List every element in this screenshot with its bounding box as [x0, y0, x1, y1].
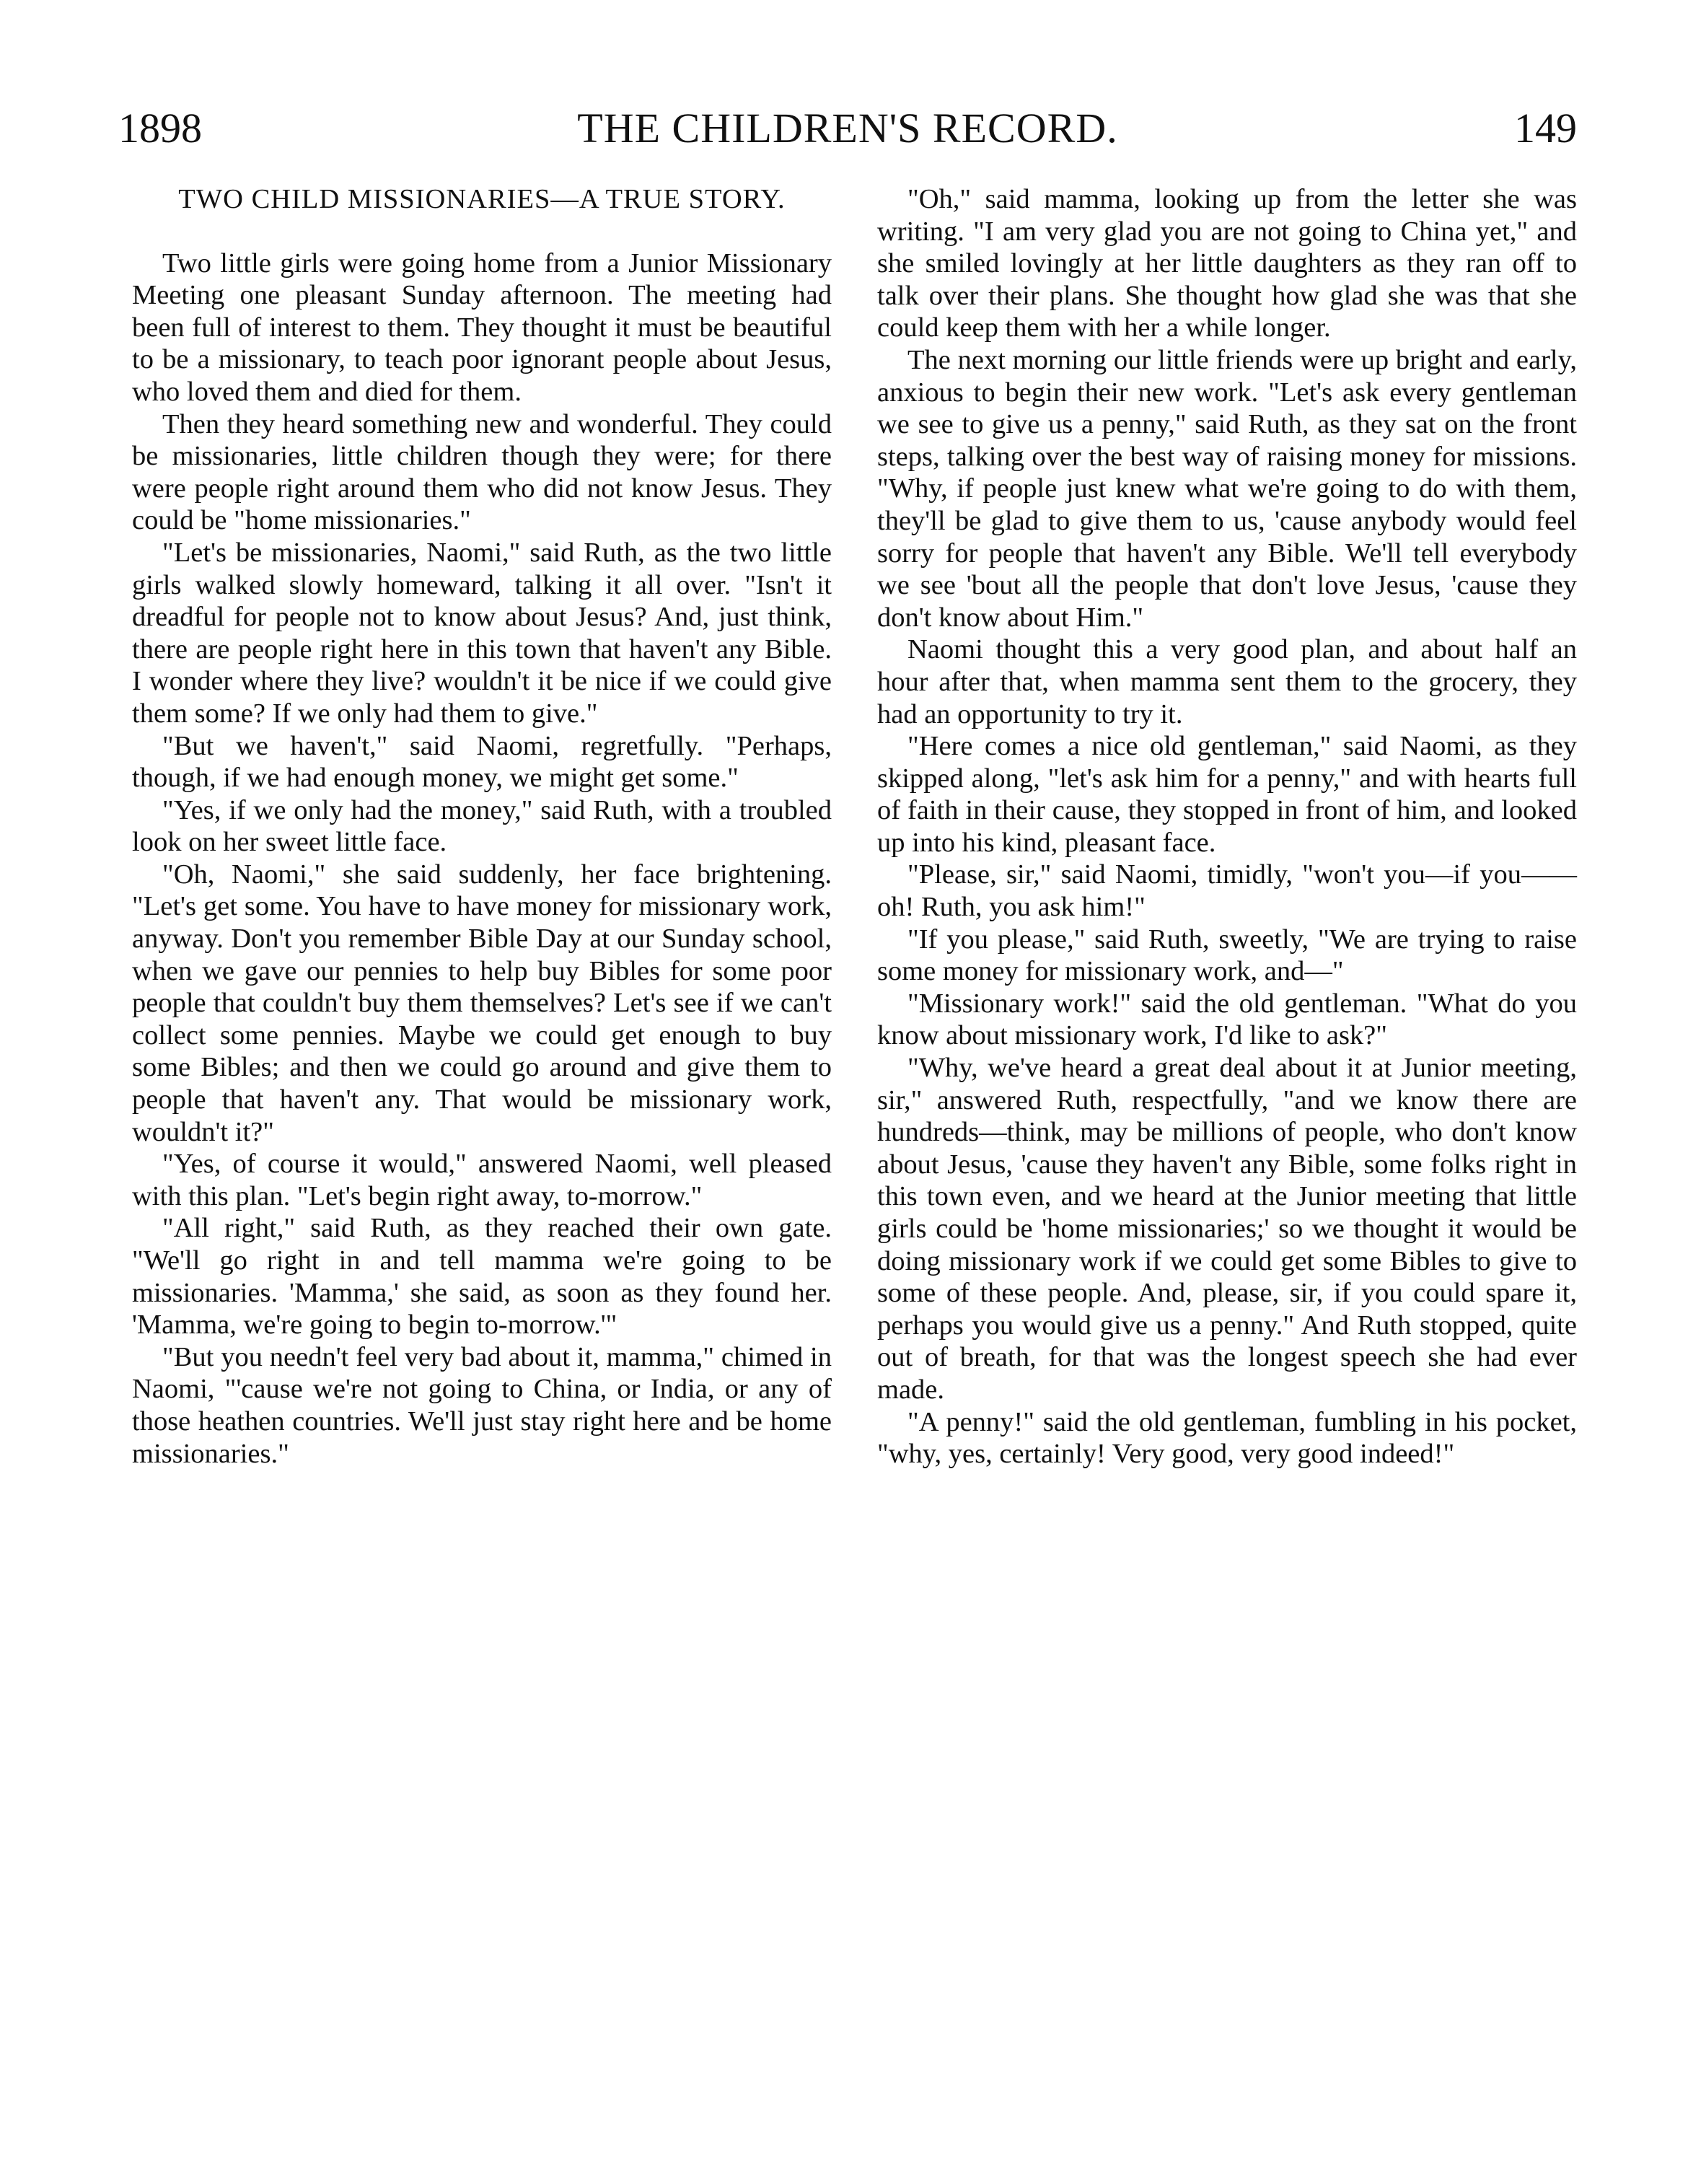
paragraph: Two little girls were going home from a Junior Missionary Meeting one pleasant Sunday afternoon. The meeting had been full of interest to them. They thought it must be beautiful to be a missionary, to teach poor ignorant people about Jesus, who loved them and died for them. [132, 247, 832, 407]
article-title: TWO CHILD MISSIONARIES—A TRUE STORY. [178, 184, 786, 214]
paragraph: "But you needn't feel very bad about it, mamma," chimed in Naomi, "'cause we're not going to China, or India, or any of those heathen countries. We'll just stay right here and be home missionaries." [132, 1341, 832, 1469]
publication-title: THE CHILDREN'S RECORD. [577, 105, 1118, 152]
paragraph: "Why, we've heard a great deal about it at Junior meeting, sir," answered Ruth, respectfully, "and we know there are hundreds—think, may be millions of people, who don't know about Jesus, 'cause they haven't any Bible, some folks right in this town even, and we heard at the Junior meeting that little girls could be 'home missionaries;' so we thought it would be doing missionary work if we could get some Bibles to give to some of these people. And, please, sir, if you could spare it, perhaps you would give us a penny." And Ruth stopped, quite out of breath, for that was the longest speech she had ever made. [877, 1053, 1577, 1405]
header-year: 1898 [118, 105, 202, 152]
paragraph: "Oh, Naomi," she said suddenly, her face brightening. "Let's get some. You have to have money for missionary work, anyway. Don't you remember Bible Day at our Sunday school, when we gave our pennies to help buy Bibles for some poor people that couldn't buy them themselves? Let's see if we can't collect some pennies. Maybe we could get enough to buy some Bibles; and then we could go around and give them to people that haven't any. That would be missionary work, wouldn't it?" [132, 859, 832, 1147]
right-column [877, 183, 1577, 1470]
paragraph: "Please, sir," said Naomi, timidly, "won't you—if you——oh! Ruth, you ask him!" [877, 859, 1577, 923]
paragraph: "All right," said Ruth, as they reached their own gate. "We'll go right in and tell mamma we're going to be missionaries. 'Mamma,' she said, as soon as they found her. 'Mamma, we're going to begin to-morrow.'" [132, 1213, 832, 1341]
paragraph: "A penny!" said the old gentleman, fumbling in his pocket, "why, yes, certainly! Very good, very good indeed!" [877, 1406, 1577, 1470]
paragraph: "Missionary work!" said the old gentleman. "What do you know about missionary work, I'd like to ask?" [877, 988, 1577, 1051]
paragraph: "Let's be missionaries, Naomi," said Ruth, as the two little girls walked slowly homeward, talking it all over. "Isn't it dreadful for people not to know about Jesus? And, just think, there are people right here in this town that haven't any Bible. I wonder where they live? wouldn't it be nice if we could give them some? If we only had them to give." [132, 537, 832, 729]
paragraph: "Yes, of course it would," answered Naomi, well pleased with this plan. "Let's begin right away, to-morrow." [132, 1149, 832, 1211]
paragraph: Then they heard something new and wonderful. They could be missionaries, little children though they were; for there were people right around them who did not know Jesus. They could be "home missionaries." [132, 408, 832, 536]
paragraph: "Here comes a nice old gentleman," said Naomi, as they skipped along, "let's ask him for a penny," and with hearts full of faith in their cause, they stopped in front of him, and looked up into his kind, pleasant face. [877, 731, 1577, 858]
page-header [118, 100, 1577, 157]
paragraph: "But we haven't," said Naomi, regretfully. "Perhaps, though, if we had enough money, we might get some." [132, 730, 832, 794]
page-number: 149 [1514, 105, 1577, 152]
left-column [132, 183, 832, 1470]
paragraph: "Yes, if we only had the money," said Ruth, with a troubled look on her sweet little face. [132, 794, 832, 858]
paragraph: Naomi thought this a very good plan, and about half an hour after that, when mamma sent them to the grocery, they had an opportunity to try it. [877, 634, 1577, 729]
paragraph: "Oh," said mamma, looking up from the letter she was writing. "I am very glad you are not going to China yet," and she smiled lovingly at her little daughters as they ran off to talk over their plans. She thought how glad she was that she could keep them with her a while longer. [877, 184, 1577, 343]
paragraph: The next morning our little friends were up bright and early, anxious to begin their new work. "Let's ask every gentleman we see to give us a penny," said Ruth, as they sat on the front steps, talking over the best way of raising money for missions. "Why, if people just knew what we're going to do with them, they'll be glad to give them to us, 'cause anybody would feel sorry for people that haven't any Bible. We'll tell everybody we see 'bout all the people that don't love Jesus, 'cause they don't know about Him." [877, 344, 1577, 633]
paragraph: "If you please," said Ruth, sweetly, "We are trying to raise some money for missionary work, and—" [877, 924, 1577, 987]
